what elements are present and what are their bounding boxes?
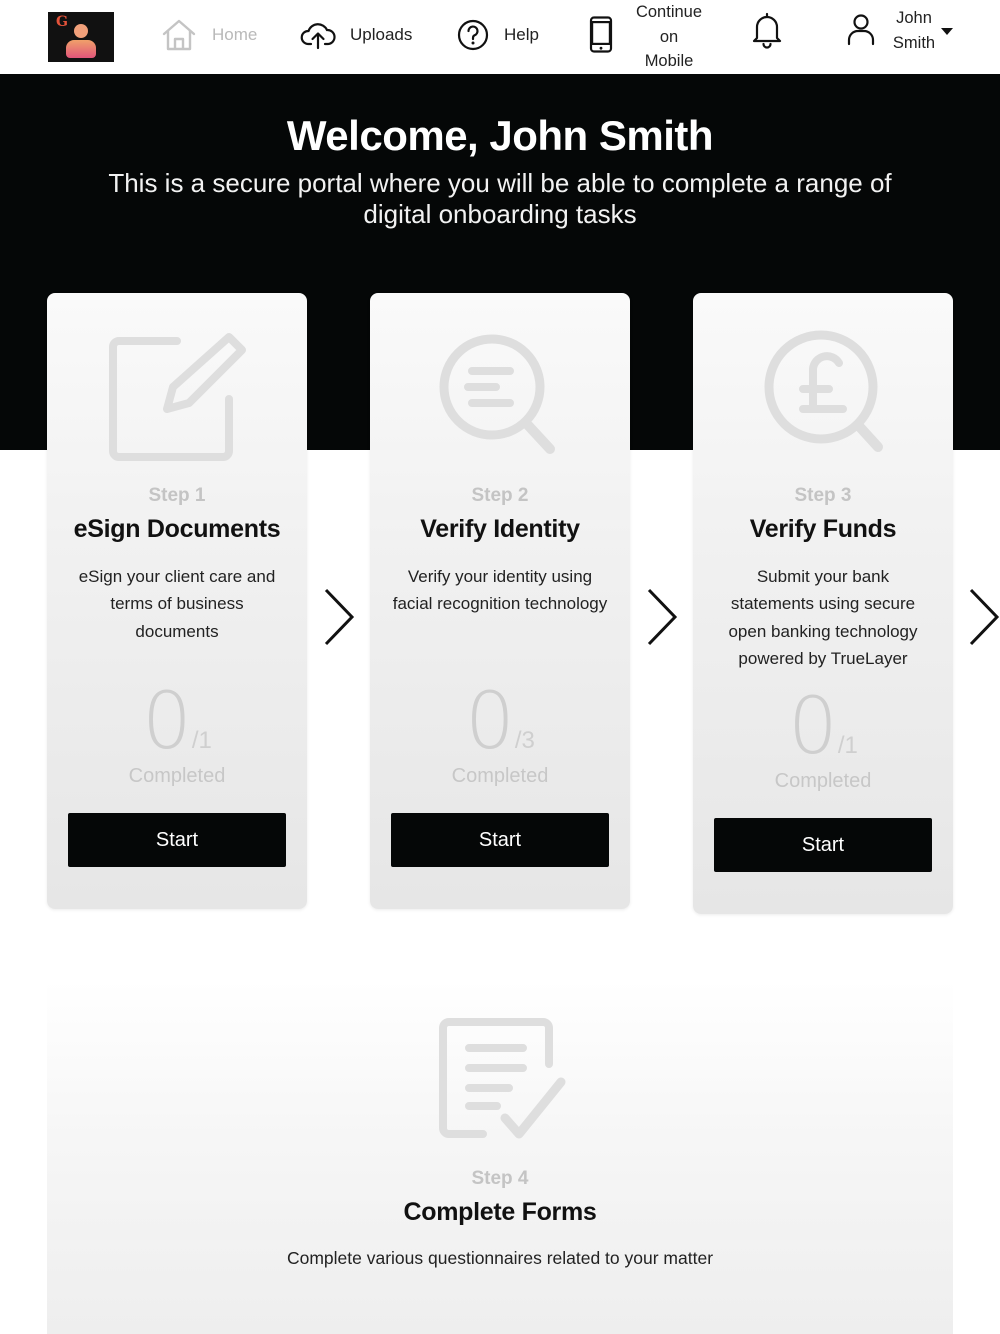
chevron-right-icon <box>322 587 356 647</box>
search-text-icon <box>420 329 580 469</box>
step-description: Complete various questionnaires related to your matter <box>286 1248 714 1268</box>
step-title: Verify Funds <box>749 515 897 543</box>
nav-mobile-line-1: Continue <box>635 3 703 21</box>
nav-home-label: Home <box>212 25 258 44</box>
company-logo[interactable] <box>48 12 114 62</box>
start-verify-funds-button[interactable]: Start <box>714 818 932 872</box>
progress-counter <box>370 677 630 767</box>
step-description: Submit your bank statements using secure open banking technology powered by TrueLayer <box>728 567 918 668</box>
search-pound-icon <box>743 329 903 469</box>
caret-down-icon[interactable] <box>941 28 953 35</box>
cloud-upload-icon <box>300 17 336 53</box>
progress-counter <box>693 682 953 772</box>
step-title: Complete Forms <box>403 1198 597 1226</box>
user-last-name: Smith <box>892 33 936 52</box>
nav-home[interactable] <box>160 17 257 53</box>
notifications-button[interactable] <box>750 11 784 49</box>
logo-g-mark: G <box>56 14 68 30</box>
step-card-complete-forms <box>47 980 953 1334</box>
step-title: eSign Documents <box>73 515 281 543</box>
welcome-title: Welcome, John Smith <box>286 112 714 159</box>
user-first-name: John <box>896 9 932 27</box>
chevron-right-icon <box>645 587 679 647</box>
bell-icon <box>750 11 784 49</box>
home-icon <box>160 17 198 53</box>
mobile-phone-button[interactable] <box>588 16 614 54</box>
completed-count: 0 <box>788 682 838 772</box>
step-label: Step 3 <box>794 485 852 506</box>
user-menu[interactable] <box>846 12 876 46</box>
completed-label: Completed <box>451 765 549 787</box>
user-name[interactable] <box>884 6 944 55</box>
step-description: eSign your client care and terms of business documents <box>78 567 276 641</box>
user-icon <box>846 12 876 46</box>
completed-label: Completed <box>128 765 226 787</box>
completed-count: 0 <box>142 677 192 767</box>
step-card-verify-funds <box>693 293 953 914</box>
logo-person-body <box>66 40 96 58</box>
step-label: Step 4 <box>471 1168 529 1189</box>
total-count: /1 <box>837 732 858 759</box>
completed-count: 0 <box>465 677 515 767</box>
step-label: Step 1 <box>148 485 206 506</box>
step-card-verify-identity <box>370 293 630 909</box>
help-icon <box>456 17 490 53</box>
nav-uploads-label: Uploads <box>350 25 413 44</box>
top-nav-bar <box>0 0 1000 74</box>
nav-uploads[interactable] <box>300 17 412 53</box>
edit-document-icon <box>97 329 257 469</box>
step-card-esign <box>47 293 307 909</box>
total-count: /1 <box>191 727 212 754</box>
total-count: /3 <box>514 727 535 754</box>
start-verify-identity-button[interactable]: Start <box>391 813 609 867</box>
nav-mobile-line-2: on <box>659 27 679 46</box>
mobile-phone-icon <box>588 16 614 54</box>
nav-continue-on-mobile[interactable] <box>628 0 710 74</box>
step-title: Verify Identity <box>420 515 580 543</box>
logo-person-head <box>74 24 88 38</box>
progress-counter <box>47 677 307 767</box>
chevron-right-icon <box>967 587 1000 647</box>
welcome-subtitle: This is a secure portal where you will be able to complete a range of digital onboarding tasks <box>108 168 892 229</box>
completed-label: Completed <box>774 770 872 792</box>
nav-mobile-line-3: Mobile <box>644 52 694 70</box>
form-check-icon <box>437 1016 567 1146</box>
nav-help[interactable] <box>456 17 539 53</box>
step-label: Step 2 <box>471 485 529 506</box>
step-description: Verify your identity using facial recognition technology <box>392 567 608 614</box>
nav-help-label: Help <box>504 25 539 44</box>
start-esign-button[interactable]: Start <box>68 813 286 867</box>
